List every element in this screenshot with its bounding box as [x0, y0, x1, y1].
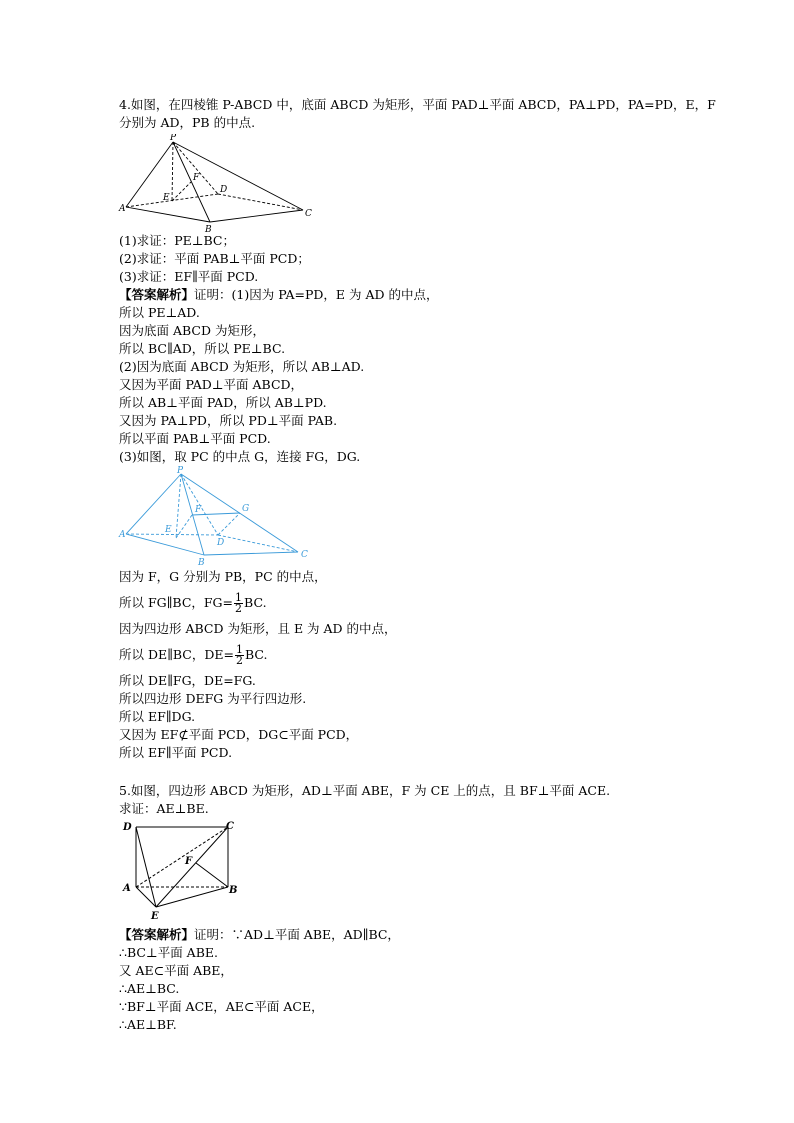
fig2-label-p: P [177, 466, 184, 476]
fig1-label-c: C [305, 209, 312, 219]
problem4-step-18: 所以 EF∥平面 PCD. [119, 745, 233, 760]
problem4-step-10: 因为 F，G 分别为 PB，PC 的中点， [119, 569, 327, 584]
problem5-step-2: 又 AE⊂平面 ABE， [119, 963, 233, 978]
fig1-label-d: D [220, 185, 228, 195]
fig3-label-e: E [151, 911, 159, 922]
fig3-label-d: D [123, 822, 132, 833]
problem5-answer-line: 证明：∵AD⊥平面 ABE，AD∥BC， [194, 927, 400, 942]
problem5-step-5: ∴AE⊥BF. [119, 1017, 177, 1032]
fig1-label-a: A [119, 204, 126, 214]
figure-pyramid-2 [118, 465, 318, 570]
problem4-step-6: 所以 AB⊥平面 PAD，所以 AB⊥PD. [119, 395, 327, 410]
problem4-step-3: 所以 BC∥AD，所以 PE⊥BC. [119, 341, 286, 356]
problem5-step-3: ∴AE⊥BC. [119, 981, 180, 996]
problem4-step-11: 所以 FG∥BC，FG= $\frac{1}{2}$ BC. [119, 591, 267, 615]
fig2-label-a: A [119, 530, 126, 540]
problem4-step-14: 所以 DE∥FG，DE=FG. [119, 673, 256, 688]
problem4-step-4: (2)因为底面 ABCD 为矩形，所以 AB⊥AD. [119, 359, 365, 374]
fig2-label-f: F [195, 505, 202, 515]
fraction-one-half: $\frac{1}{2}$ [236, 643, 243, 667]
fig1-label-p: P [170, 134, 177, 143]
problem4-step-9: (3)如图，取 PC 的中点 G，连接 FG，DG. [119, 449, 361, 464]
fig1-label-f: F [193, 173, 200, 183]
problem4-answer-line: 证明：(1)因为 PA=PD，E 为 AD 的中点， [194, 287, 439, 302]
problem4-answer-first [119, 286, 439, 304]
problem4-step-16: 所以 EF∥DG. [119, 709, 196, 724]
fig3-label-b: B [229, 885, 238, 896]
problem4-answer-title: 【答案解析】 [119, 287, 195, 302]
problem4-step-15: 所以四边形 DEFG 为平行四边形. [119, 691, 307, 706]
problem4-step-13: 所以 DE∥BC，DE= $\frac{1}{2}$ BC. [119, 643, 268, 667]
problem5-step-1: ∴BC⊥平面 ABE. [119, 945, 218, 960]
problem4-question-1: (1)求证：PE⊥BC； [119, 233, 235, 248]
problem4-stem-line1: 4.如图，在四棱锥 P-ABCD 中，底面 ABCD 为矩形，平面 PAD⊥平面 ABCD，PA⊥PD，PA=PD，E，F [119, 97, 716, 112]
fig2-label-g: G [242, 504, 250, 514]
fig2-label-b: B [198, 558, 205, 568]
fig1-label-b: B [205, 225, 212, 234]
fig2-label-c: C [301, 550, 308, 560]
problem5-answer-title: 【答案解析】 [119, 927, 195, 942]
problem5-stem-line2: 求证：AE⊥BE. [119, 801, 209, 816]
fig3-label-f: F [185, 856, 193, 867]
fraction-one-half: $\frac{1}{2}$ [235, 591, 243, 615]
problem4-question-3: (3)求证：EF∥平面 PCD. [119, 269, 259, 284]
figure-pyramid-1 [118, 134, 318, 234]
problem5-step-4: ∵BF⊥平面 ACE，AE⊂平面 ACE， [119, 999, 324, 1014]
fig3-label-c: C [226, 821, 234, 832]
problem4-step-17: 又因为 EF⊄平面 PCD，DG⊂平面 PCD， [119, 727, 359, 742]
problem5-stem-line1: 5.如图，四边形 ABCD 为矩形，AD⊥平面 ABE，F 为 CE 上的点，且 BF⊥平面 ACE. [119, 783, 611, 798]
figure-prism [118, 817, 248, 925]
fig1-label-e: E [163, 193, 170, 203]
problem4-step-1: 所以 PE⊥AD. [119, 305, 200, 320]
problem5-answer-first [119, 926, 400, 944]
fig2-label-d: D [217, 538, 225, 548]
problem4-question-2: (2)求证：平面 PAB⊥平面 PCD； [119, 251, 310, 266]
problem4-step-2: 因为底面 ABCD 为矩形， [119, 323, 265, 338]
fig2-label-e: E [165, 525, 172, 535]
problem4-step-7: 又因为 PA⊥PD，所以 PD⊥平面 PAB. [119, 413, 338, 428]
problem4-step-8: 所以平面 PAB⊥平面 PCD. [119, 431, 271, 446]
fig3-label-a: A [123, 883, 131, 894]
problem4-stem-line2: 分别为 AD，PB 的中点. [119, 115, 256, 130]
problem4-step-5: 又因为平面 PAD⊥平面 ABCD， [119, 377, 304, 392]
problem4-step-12: 因为四边形 ABCD 为矩形，且 E 为 AD 的中点， [119, 621, 397, 636]
